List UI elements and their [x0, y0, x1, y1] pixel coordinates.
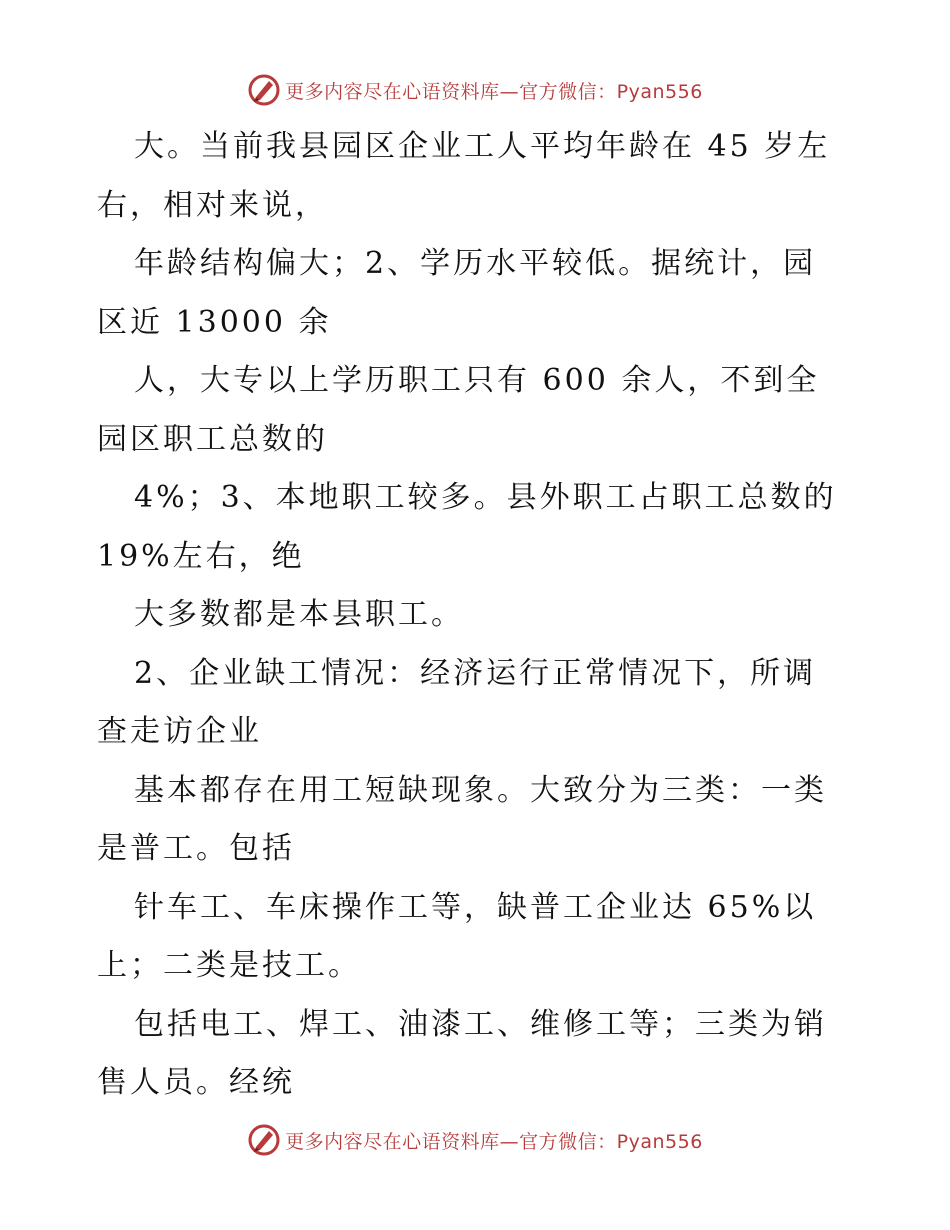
text-line: 售人员。经统 [97, 1065, 295, 1100]
text-line: 包括电工、焊工、油漆工、维修工等；三类为销 [134, 1006, 827, 1042]
text-line: 园区职工总数的 [97, 421, 328, 457]
text-line: 年龄结构偏大；2、学历水平较低。据统计，园 [134, 246, 817, 281]
text-line: 大。当前我县园区企业工人平均年龄在 45 岁左 [134, 129, 831, 164]
text-line: 针车工、车床操作工等，缺普工企业达 65%以 [134, 889, 817, 925]
text-line: 人，大专以上学历职工只有 600 余人，不到全 [134, 363, 820, 398]
text-line: 大多数都是本县职工。 [134, 597, 464, 632]
text-line: 4%；3、本地职工较多。县外职工占职工总数的 [134, 480, 837, 515]
text-line: 查走访企业 [97, 714, 262, 749]
banner-text: 更多内容尽在心语资料库—官方微信：Pyan556 [285, 1130, 703, 1153]
footer-banner [0, 1120, 950, 1160]
document-body [97, 118, 857, 1113]
banner-text: 更多内容尽在心语资料库—官方微信：Pyan556 [285, 80, 703, 103]
text-line: 是普工。包括 [97, 831, 295, 866]
text-line: 上；二类是技工。 [97, 948, 361, 983]
header-banner [0, 70, 950, 110]
text-line: 2、企业缺工情况：经济运行正常情况下，所调 [134, 655, 817, 691]
pen-logo-icon [247, 73, 281, 107]
text-line: 19%左右，绝 [97, 538, 305, 574]
text-line: 区近 13000 余 [97, 304, 332, 340]
pen-logo-icon [247, 1123, 281, 1157]
text-line: 右，相对来说， [97, 187, 328, 223]
text-line: 基本都存在用工短缺现象。大致分为三类：一类 [134, 772, 827, 808]
